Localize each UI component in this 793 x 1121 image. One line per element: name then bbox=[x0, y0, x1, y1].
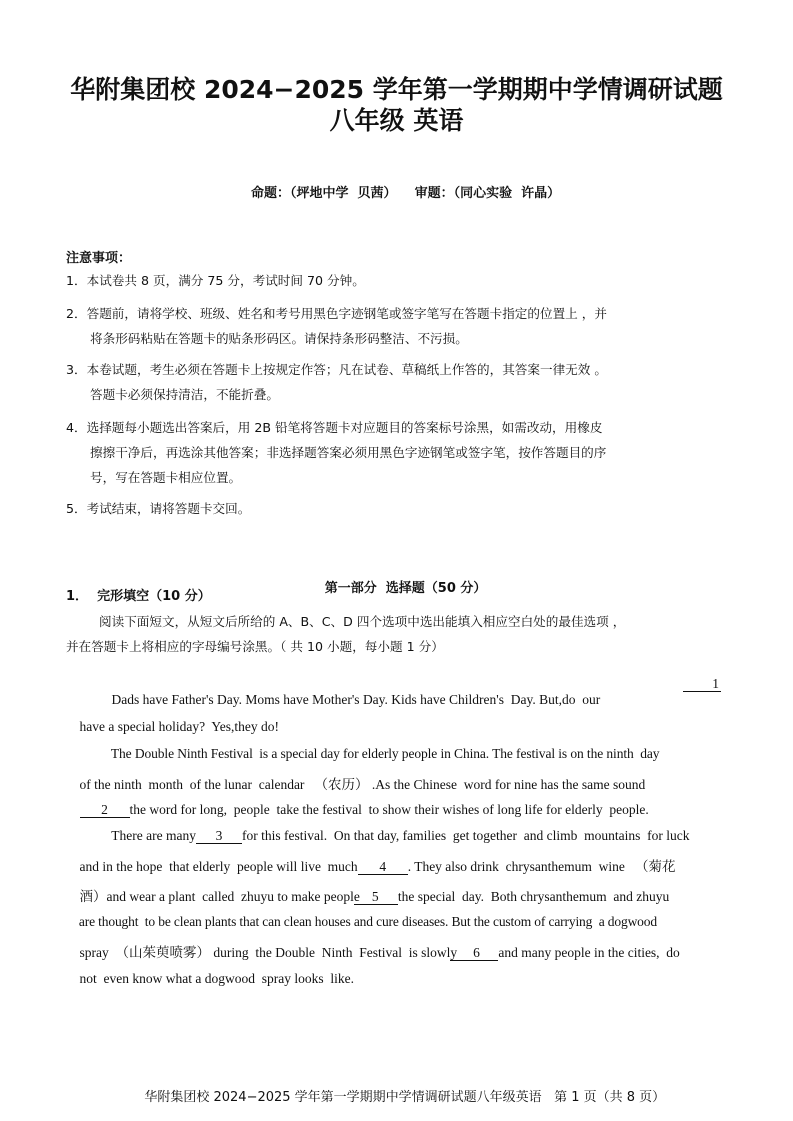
instruction-line: 并在答题卡上将相应的字母编号涂黑。（ 共 10 小题，每小题 1 分） bbox=[66, 639, 444, 654]
title-line-2: 八年级 英语 bbox=[329, 106, 464, 135]
author-text: 命题：（坪地中学 贝茜） 审题：（同心实验 许晶） bbox=[250, 186, 561, 201]
blank-number: 5 bbox=[371, 889, 379, 904]
blank-letter: e bbox=[353, 889, 360, 904]
page-footer bbox=[0, 1071, 793, 1120]
passage-text: 酒）and wear a plant called zhuyu to make peopl bbox=[79, 889, 354, 904]
passage-line bbox=[66, 955, 354, 1003]
notice-line: 答题卡必须保持清洁，不能折叠。 bbox=[90, 387, 279, 402]
notice-line: 3．本卷试题，考生必须在答题卡上按规定作答；凡在试卷、草稿纸上作答的，其答案一律无效 。 bbox=[66, 362, 607, 377]
part-title-text: 第一部分 选择题（50 分） bbox=[324, 581, 487, 596]
passage-text: . They also drink chrysanthemum wine （菊花 bbox=[407, 859, 676, 874]
passage-text: not even know what a dogwood spray looks like. bbox=[79, 971, 354, 986]
blank-6 bbox=[450, 945, 498, 961]
notice-heading: 注意事项： bbox=[66, 251, 132, 266]
notice-line: 将条形码粘贴在答题卡的贴条形码区。请保持条形码整洁、不污损。 bbox=[90, 331, 468, 346]
notice-line: 号，写在答题卡相应位置。 bbox=[90, 470, 242, 485]
blank-letter: y bbox=[450, 945, 458, 960]
footer-text: 华附集团校 2024−2025 学年第一学期期中学情调研试题八年级英语 第 1 页（共 8 页） bbox=[144, 1090, 666, 1105]
title-line-1: 华附集团校 2024−2025 学年第一学期期中学情调研试题 bbox=[70, 75, 723, 104]
author-line bbox=[0, 167, 793, 216]
passage-text: There are many bbox=[111, 828, 196, 843]
passage-text: and in the hope that elderly people will live much bbox=[79, 859, 358, 874]
notice-line: 1．本试卷共 8 页，满分 75 分，考试时间 70 分钟。 bbox=[66, 273, 365, 288]
passage-text: of the ninth month of the lunar calendar （农历） .As the Chinese word for nine has the same sound bbox=[79, 777, 646, 792]
notice-line: 4．选择题每小题选出答案后，用 2B 铅笔将答题卡对应题目的答案标号涂黑，如需改动，用橡皮 bbox=[66, 420, 603, 435]
notice-item-3 bbox=[66, 357, 607, 407]
passage-text: the word for long, people take the festival to show their wishes of long life for elderly people. bbox=[129, 802, 649, 817]
passage-text: spray （山茱萸喷雾） during the Double Ninth Festival is slowl bbox=[79, 945, 451, 960]
exam-subtitle bbox=[0, 101, 793, 137]
passage-text: the special day. Both chrysanthemum and zhuyu bbox=[397, 889, 670, 904]
section-1-instructions bbox=[66, 609, 625, 659]
passage-text: have a special holiday? Yes,they do! bbox=[79, 719, 279, 734]
blank-2: 2 bbox=[80, 802, 130, 818]
passage-text: for this festival. On that day, families get together and climb mountains for luck bbox=[241, 828, 690, 843]
instruction-line: 阅读下面短文，从短文后所给的 A、B、C、D 四个选项中选出能填入相应空白处的最佳选项 ， bbox=[99, 614, 626, 629]
notice-item-4 bbox=[66, 415, 606, 490]
notice-line: 5．考试结束，请将答题卡交回。 bbox=[66, 501, 251, 516]
notice-line: 2．答题前，请将学校、班级、姓名和考号用黑色字迹钢笔或签字笔写在答题卡指定的位置上 ，并 bbox=[66, 306, 607, 321]
blank-3: 3 bbox=[196, 828, 242, 844]
notice-item-2 bbox=[66, 301, 607, 351]
blank-4: 4 bbox=[358, 859, 408, 875]
blank-1 bbox=[683, 676, 721, 692]
passage-text: are thought to be clean plants that can clean houses and cure diseases. But the custom of carrying a dogwood bbox=[78, 914, 657, 929]
passage-text: Dads have Father's Day. Moms have Mother's Day. Kids have Children's Day. But,do our bbox=[111, 692, 601, 707]
section-1-heading: 1． 完形填空（10 分） bbox=[66, 589, 211, 604]
blank-number: 1 bbox=[683, 676, 721, 692]
notice-item-1 bbox=[66, 268, 365, 293]
passage-text: and many people in the cities, do bbox=[498, 945, 680, 960]
passage-text: The Double Ninth Festival is a special day for elderly people in China. The festival is on the ninth day bbox=[110, 746, 660, 761]
blank-number: 6 bbox=[473, 945, 480, 960]
notice-item-5 bbox=[66, 496, 250, 521]
notice-line: 擦擦干净后，再选涂其他答案；非选择题答案必须用黑色字迹钢笔或签字笔，按作答题目的序 bbox=[90, 445, 607, 460]
